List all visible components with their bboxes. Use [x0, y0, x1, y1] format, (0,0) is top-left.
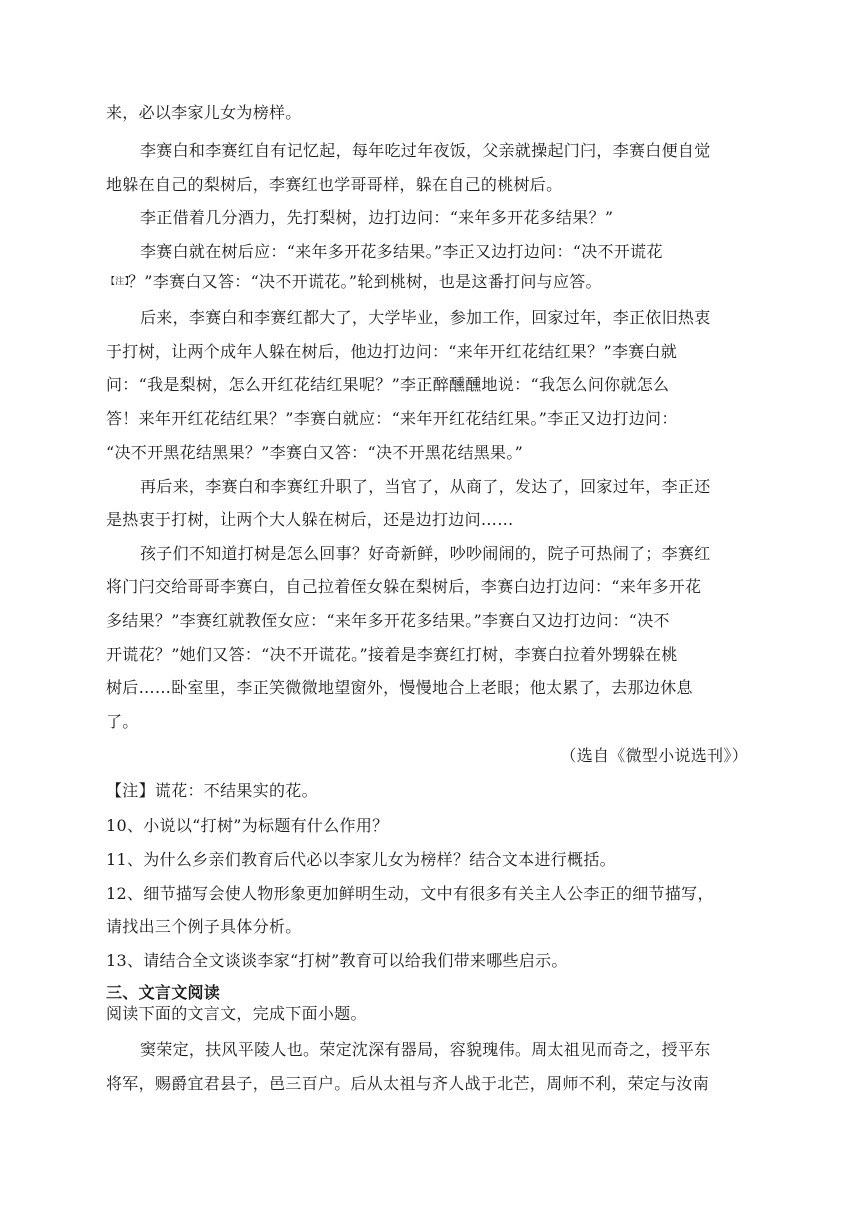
- source-citation: （选自《微型小说选刊》）: [560, 746, 748, 765]
- note-marker: 【注】: [106, 277, 134, 287]
- document-page: 来，必以李家儿女为榜样。 李赛白和李赛红自有记忆起，每年吃过年夜饭，父亲就操起门闩，李赛白便自觉 地躲在自己的梨树后，李赛红也学哥哥样，躲在自己的桃树后。 李正借着几分酒力，先打梨树，边打边问：“来年多开花多结果？” 李赛白就在树后应：“来年多开花多结果。”李正又边打边问：“决不开谎花 【注】 ？”李赛白又答：“决不开谎花。”轮到桃树，也是这番打问与应答。 后来，李赛白和李赛红都大了，大学毕业，参加工作，回家过年，李正依旧热衷 于打树，让两个成年人躲在树后，他边打边问：“来年开红花结红果？”李赛白就 问：“我是梨树，怎么开红花结红果呢？”李正醉醺醺地说：“我怎么问你就怎么 答！来年开红花结红果？”李赛白就应：“来年开红花结红果。”李正又边打边问： “决不开黑花结黑果？”李赛白又答：“决不开黑花结黑果。” 再后来，李赛白和李赛红升职了，当官了，从商了，发达了，回家过年，李正还 是热衷于打树，让两个大人躲在树后，还是边打边问…… 孩子们不知道打树是怎么回事？好奇新鲜，吵吵闹闹的，院子可热闹了；李赛红 将门闩交给哥哥李赛白，自己拉着侄女躲在梨树后，李赛白边打边问：“来年多开花 多结果？”李赛红就教侄女应：“来年多开花多结果。”李赛白又边打边问：“决不 开谎花？”她们又答：“决不开谎花。”接着是李赛红打树，李赛白拉着外甥躲在桃 树后……卧室里，李正笑微微地望窗外，慢慢地合上老眼；他太累了，去那边休息 了。 （选自《微型小说选刊》） 【注】谎花：不结果实的花。 10、小说以“打树”为标题有什么作用？ 11、为什么乡亲们教育后代必以李家儿女为榜样？结合文本进行概括。 12、细节描写会使人物形象更加鲜明生动，文中有很多有关主人公李正的细节描写， 请找出三个例子具体分析。 13、请结合全文谈谈李家“打树”教育可以给我们带来哪些启示。 三、文言文阅读 阅读下面的文言文，完成下面小题。 窦荣定，扶风平陵人也。荣定沈深有器局，容貌瑰伟。周太祖见而奇之，授平东 将军，赐爵宜君县子，邑三百户。后从太祖与齐人战于北芒，周师不利，荣定与汝南: [106, 103, 748, 1093]
- footnote: 【注】谎花：不结果实的花。: [106, 781, 318, 800]
